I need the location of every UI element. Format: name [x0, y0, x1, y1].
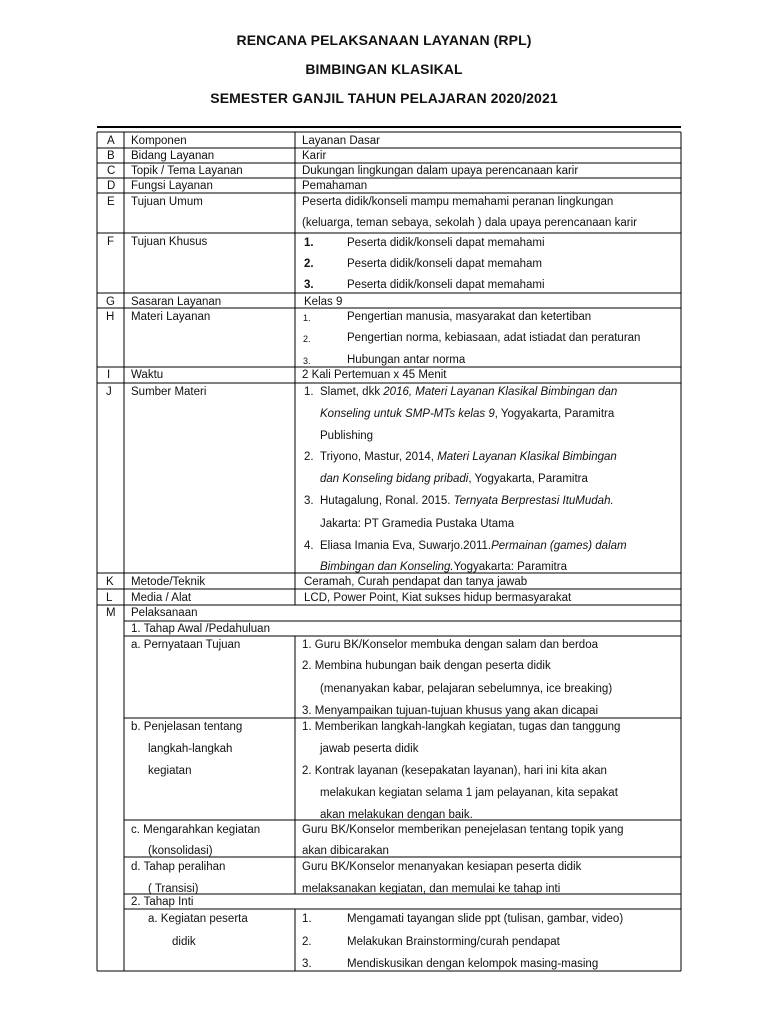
row-e-label: Tujuan Umum: [131, 196, 203, 208]
row-f-item-text: Peserta didik/konseli dapat memahami: [347, 237, 545, 249]
row-i-label: Waktu: [131, 369, 164, 381]
row-h-item-number: 3.: [303, 356, 311, 366]
row-j-code: J: [106, 386, 112, 398]
row-h-item-text: Pengertian norma, kebiasaan, adat istiadat dan peraturan: [347, 332, 641, 344]
document-subtitle: BIMBINGAN KLASIKAL: [305, 61, 463, 77]
kegiatan-label-line1: a. Kegiatan peserta: [148, 913, 248, 925]
source-1-authors: Slamet, dkk: [320, 386, 384, 398]
row-f-code: F: [107, 236, 115, 248]
source-3-line1: [320, 494, 614, 508]
kegiatan-item-number: 3.: [302, 958, 312, 970]
penjelasan-label-line2: langkah-langkah: [148, 743, 233, 755]
row-k-code: K: [106, 576, 114, 588]
row-d-code: D: [107, 180, 116, 192]
row-f-item-number: 1.: [304, 237, 314, 249]
penjelasan-label-line3: kegiatan: [148, 765, 192, 777]
pernyataan-tujuan-item: (menanyakan kabar, pelajaran sebelumnya, ice breaking): [320, 683, 613, 695]
pernyataan-tujuan-item: 1. Guru BK/Konselor membuka dengan salam dan berdoa: [302, 639, 598, 651]
source-2-title-cont: dan Konseling bidang pribadi: [320, 473, 469, 485]
peralihan-label-line2: ( Transisi): [148, 883, 199, 895]
row-h-label: Materi Layanan: [131, 311, 211, 323]
source-2-publisher: , Yogyakarta, Paramitra: [468, 473, 588, 485]
kegiatan-item-text: Melakukan Brainstorming/curah pendapat: [347, 936, 560, 948]
row-g-value: Kelas 9: [304, 296, 343, 308]
source-1-publisher: , Yogyakarta, Paramitra: [494, 408, 615, 420]
row-h-item-text: Hubungan antar norma: [347, 354, 466, 366]
source-2-line2: [320, 472, 588, 486]
row-g-code: G: [106, 296, 115, 308]
row-m-code: M: [106, 607, 116, 619]
source-2-number: 2.: [304, 451, 314, 463]
penjelasan-item: melakukan kegiatan selama 1 jam pelayanan, kita sepakat: [320, 787, 618, 799]
source-3-line2: Jakarta: PT Gramedia Pustaka Utama: [320, 518, 515, 530]
penjelasan-item: akan melakukan dengan baik.: [320, 809, 473, 821]
pernyataan-tujuan-label: a. Pernyataan Tujuan: [131, 639, 241, 651]
tahap-awal-heading: 1. Tahap Awal /Pedahuluan: [131, 623, 270, 635]
penjelasan-label-line1: b. Penjelasan tentang: [131, 721, 243, 733]
source-2-line1: [320, 450, 617, 464]
row-h-item-number: 2.: [303, 334, 311, 344]
penjelasan-item: jawab peserta didik: [320, 743, 419, 755]
source-3-authors: Hutagalung, Ronal. 2015.: [320, 495, 454, 507]
row-k-label: Metode/Teknik: [131, 576, 206, 588]
source-4-title-cont: Bimbingan dan Konseling.: [320, 561, 454, 573]
row-d-value: Pemahaman: [302, 180, 368, 192]
mengarahkan-label-line1: c. Mengarahkan kegiatan: [131, 824, 261, 836]
row-a-code: A: [107, 135, 115, 147]
kegiatan-item-number: 2.: [302, 936, 312, 948]
row-e-code: E: [107, 196, 115, 208]
row-l-value: LCD, Power Point, Kiat sukses hidup bermasyarakat: [304, 592, 572, 604]
mengarahkan-text-line1: Guru BK/Konselor memberikan penejelasan tentang topik yang: [302, 824, 624, 836]
row-h-code: H: [106, 311, 115, 323]
document-title: RENCANA PELAKSANAAN LAYANAN (RPL): [236, 32, 532, 48]
kegiatan-item-text: Mengamati tayangan slide ppt (tulisan, gambar, video): [347, 913, 624, 925]
row-g-label: Sasaran Layanan: [131, 296, 222, 308]
row-h-item-number: 1.: [303, 313, 311, 323]
source-1-title-cont: Konseling untuk SMP-MTs kelas 9: [320, 408, 495, 420]
row-f-label: Tujuan Khusus: [131, 236, 208, 248]
penjelasan-item: 1. Memberikan langkah-langkah kegiatan, tugas dan tanggung: [302, 721, 621, 733]
source-1-title: 2016, Materi Layanan Klasikal Bimbingan dan: [383, 386, 618, 398]
row-e-value-line2: (keluarga, teman sebaya, sekolah ) dala upaya perencanaan karir: [302, 217, 637, 229]
row-m-label: Pelaksanaan: [131, 607, 198, 619]
row-f-item-text: Peserta didik/konseli dapat memahami: [347, 279, 545, 291]
row-l-label: Media / Alat: [131, 592, 192, 604]
penjelasan-item: 2. Kontrak layanan (kesepakatan layanan), hari ini kita akan: [302, 765, 607, 777]
kegiatan-item-number: 1.: [302, 913, 312, 925]
tahap-inti-heading: 2. Tahap Inti: [131, 896, 194, 908]
row-a-label: Komponen: [131, 135, 187, 147]
row-b-code: B: [107, 150, 115, 162]
source-4-number: 4.: [304, 540, 314, 552]
source-4-line1: [320, 539, 627, 553]
source-4-authors: Eliasa Imania Eva, Suwarjo.2011.: [320, 540, 492, 552]
row-c-value: Dukungan lingkungan dalam upaya perencanaan karir: [302, 165, 579, 177]
source-4-title: Permainan (games) dalam: [491, 540, 627, 552]
row-i-code: I: [107, 369, 111, 381]
peralihan-text-line2: melaksanakan kegiatan, dan memulai ke tahap inti: [302, 883, 561, 895]
source-2-authors: Triyono, Mastur, 2014,: [320, 451, 438, 463]
row-a-value: Layanan Dasar: [302, 135, 380, 147]
row-l-code: L: [106, 592, 113, 604]
row-h-item-text: Pengertian manusia, masyarakat dan ketertiban: [347, 311, 592, 323]
row-d-label: Fungsi Layanan: [131, 180, 213, 192]
source-4-publisher: Yogyakarta: Paramitra: [453, 561, 567, 573]
mengarahkan-text-line2: akan dibicarakan: [302, 845, 389, 857]
mengarahkan-label-line2: (konsolidasi): [148, 845, 213, 857]
source-3-title: Ternyata Berprestasi ItuMudah.: [453, 495, 614, 507]
row-c-label: Topik / Tema Layanan: [131, 165, 243, 177]
peralihan-label-line1: d. Tahap peralihan: [131, 861, 226, 873]
peralihan-text-line1: Guru BK/Konselor menanyakan kesiapan peserta didik: [302, 861, 582, 873]
pernyataan-tujuan-item: 3. Menyampaikan tujuan-tujuan khusus yang akan dicapai: [302, 705, 598, 717]
kegiatan-label-line2: didik: [172, 936, 196, 948]
source-1-line2: [320, 407, 614, 421]
document-semester: SEMESTER GANJIL TAHUN PELAJARAN 2020/2021: [210, 90, 558, 106]
row-f-item-number: 2.: [304, 258, 314, 270]
source-1-number: 1.: [304, 386, 314, 398]
row-f-item-text: Peserta didik/konseli dapat memaham: [347, 258, 542, 270]
source-4-line2: [320, 560, 567, 574]
source-1-line3: Publishing: [320, 430, 374, 442]
pernyataan-tujuan-item: 2. Membina hubungan baik dengan peserta didik: [302, 660, 551, 672]
row-b-value: Karir: [302, 150, 327, 162]
source-2-title: Materi Layanan Klasikal Bimbingan: [437, 451, 617, 463]
row-k-value: Ceramah, Curah pendapat dan tanya jawab: [304, 576, 528, 588]
row-i-value: 2 Kali Pertemuan x 45 Menit: [302, 369, 447, 381]
row-e-value-line1: Peserta didik/konseli mampu memahami peranan lingkungan: [302, 196, 614, 208]
source-3-number: 3.: [304, 495, 314, 507]
row-j-label: Sumber Materi: [131, 386, 207, 398]
row-c-code: C: [107, 165, 116, 177]
row-b-label: Bidang Layanan: [131, 150, 215, 162]
source-1-line1: [320, 385, 617, 399]
row-f-item-number: 3.: [304, 279, 314, 291]
kegiatan-item-text: Mendiskusikan dengan kelompok masing-masing: [347, 958, 599, 970]
